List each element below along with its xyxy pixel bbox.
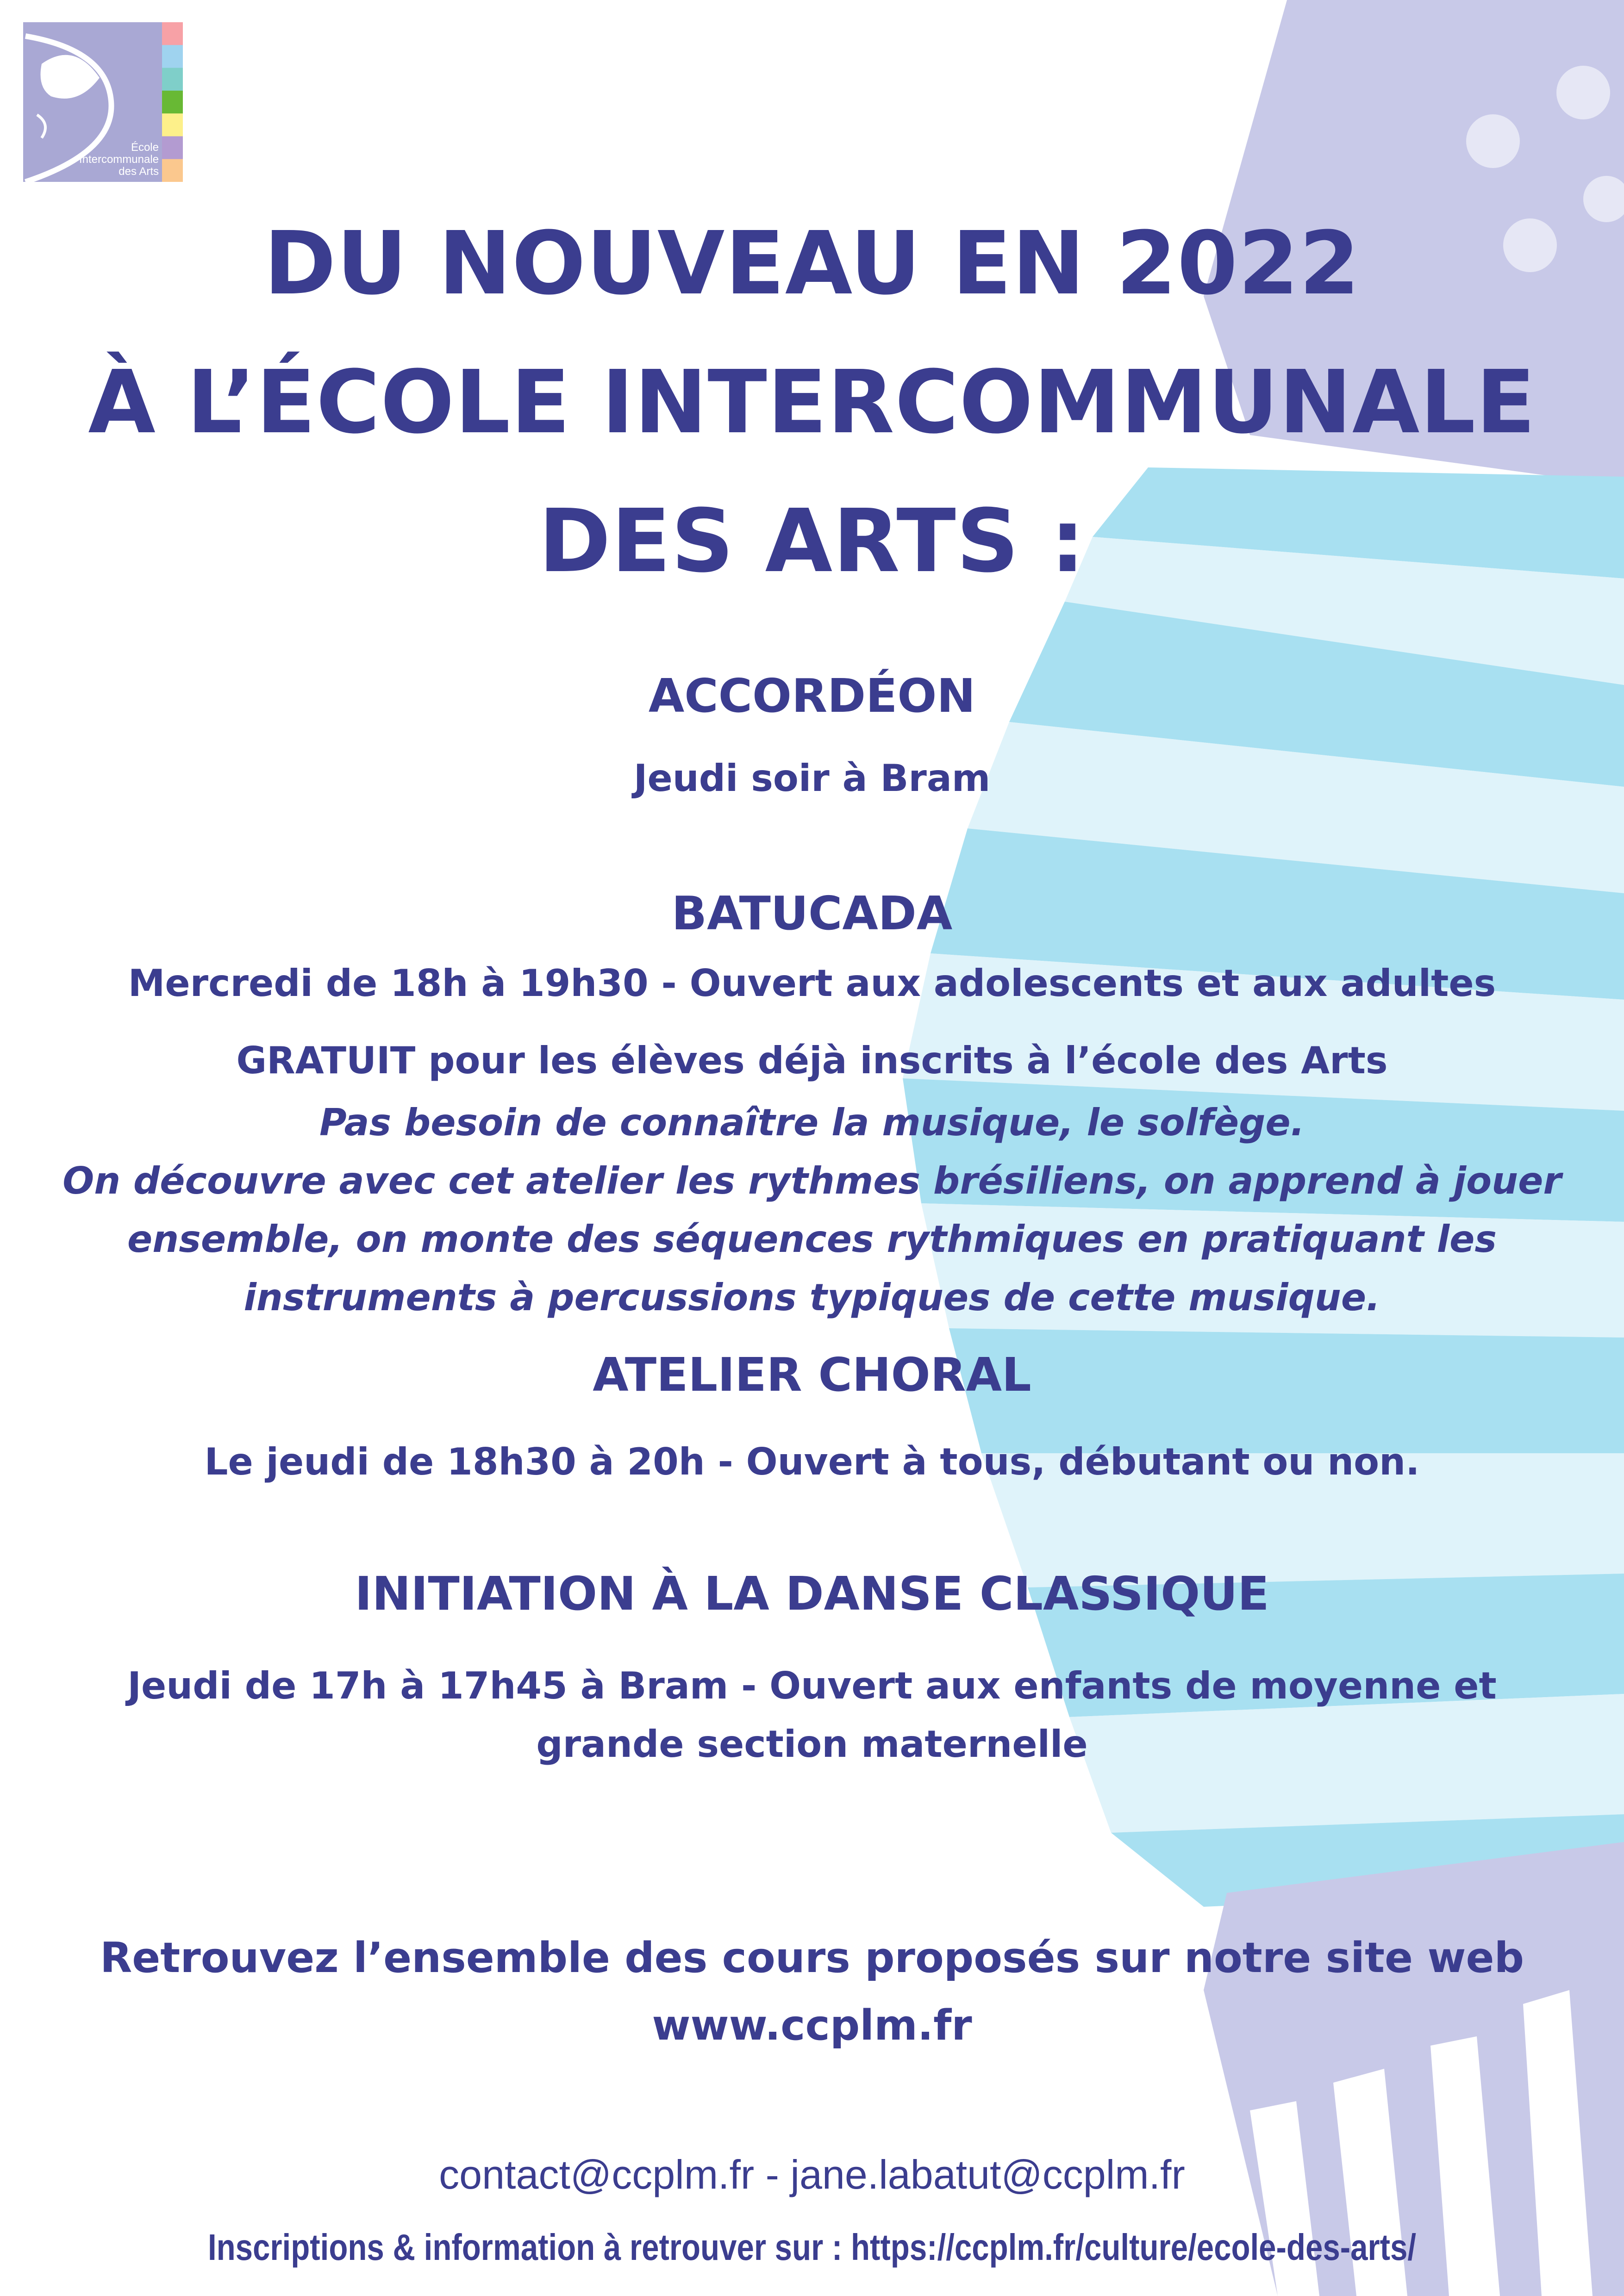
batucada-schedule: Mercredi de 18h à 19h30 - Ouvert aux adolescents et aux adultes (128, 962, 1496, 1005)
logo-color-bar (162, 68, 183, 91)
batucada-price: GRATUIT pour les élèves déjà inscrits à l’école des Arts (236, 1039, 1388, 1082)
title-line-3: DES ARTS : (538, 491, 1086, 592)
logo-color-bar (162, 113, 183, 137)
section-heading: ACCORDÉON (648, 669, 976, 723)
logo-color-bar (162, 159, 183, 182)
logo-color-bar (162, 22, 183, 45)
accordeon-detail: Jeudi soir à Bram (633, 757, 991, 800)
title-line-1: DU NOUVEAU EN 2022 (263, 213, 1361, 314)
website-link[interactable]: www.ccplm.fr (652, 2001, 972, 2050)
description-line: instruments à percussions typiques de cette musique. (244, 1276, 1380, 1319)
logo-text-line: Intercommunale (79, 153, 159, 166)
logo-color-bar (162, 136, 183, 159)
page-title (0, 194, 1624, 611)
logo-color-bar (162, 45, 183, 68)
choral-detail: Le jeudi de 18h30 à 20h - Ouvert à tous, débutant ou non. (204, 1440, 1420, 1483)
logo-text-line: des Arts (119, 165, 159, 178)
inscriptions-link[interactable]: Inscriptions & information à retrouver sur : https://ccplm.fr/culture/ecole-des-arts/ (207, 2227, 1417, 2268)
website-callout (0, 1924, 1624, 2060)
logo-text-line: École (131, 141, 159, 154)
section-heading: BATUCADA (671, 886, 953, 940)
logo-color-bar (162, 91, 183, 114)
danse-detail (0, 1657, 1624, 1773)
detail-line: Jeudi de 17h à 17h45 à Bram - Ouvert aux enfants de moyenne et (127, 1664, 1497, 1707)
school-logo (23, 22, 183, 182)
contact-emails[interactable]: contact@ccplm.fr - jane.labatut@ccplm.fr (439, 2152, 1185, 2197)
description-line: ensemble, on monte des séquences rythmiques en pratiquant les (127, 1218, 1497, 1261)
section-heading: ATELIER CHORAL (593, 1348, 1031, 1402)
description-line: On découvre avec cet atelier les rythmes brésiliens, on apprend à jouer (62, 1159, 1562, 1202)
title-line-2: À L’ÉCOLE INTERCOMMUNALE (88, 352, 1536, 453)
batucada-description (0, 1094, 1624, 1327)
website-text: Retrouvez l’ensemble des cours proposés sur notre site web (100, 1934, 1524, 1982)
description-line: Pas besoin de connaître la musique, le solfège. (319, 1101, 1305, 1144)
detail-line: grande section maternelle (536, 1723, 1088, 1766)
section-accordeon (0, 669, 1624, 723)
accordion-button (1466, 114, 1520, 168)
accordion-button (1556, 66, 1610, 119)
section-heading: INITIATION À LA DANSE CLASSIQUE (355, 1567, 1269, 1621)
